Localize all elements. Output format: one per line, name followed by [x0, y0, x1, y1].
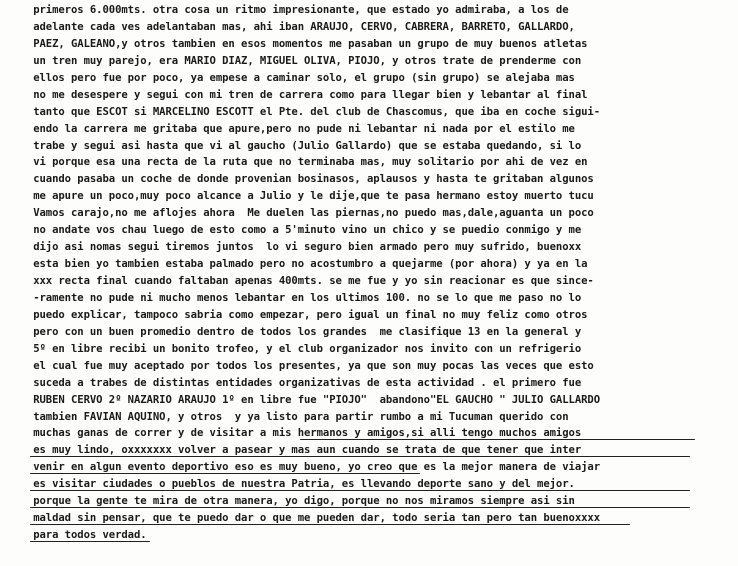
text-line: tambien FAVIAN AQUINO, y otros y ya listo para partir rumbo a mi Tucuman querido con	[8, 410, 569, 423]
text-line: venir en algun evento deportivo eso es muy bueno, yo creo que es la mejor manera de viajar	[8, 461, 601, 474]
text-line: ellos pero fue por poco, ya empese a caminar solo, el grupo (sin grupo) se alejaba mas	[8, 71, 575, 84]
text-line: es muy lindo, oxxxxxxx volver a pasear y mas aun cuando se trata de que tener que inter	[8, 444, 582, 457]
text-line: -ramente no pude ni mucho menos lebantar en los ultimos 100. no se lo que me paso no lo	[8, 291, 582, 304]
text-line: xxx recta final cuando faltaban apenas 400mts. se me fue y yo sin reacionar es que since-	[8, 275, 594, 287]
text-line: Vamos carajo,no me aflojes ahora Me duelen las piernas,no puedo mas,dale,aguanta un poco	[8, 207, 594, 220]
text-line: endo la carrera me gritaba que apure,pero no pude ni lebantar ni nada por el estilo me	[8, 122, 575, 135]
text-line: un tren muy parejo, era MARIO DIAZ, MIGUEL OLIVA, PIOJO, y otros trate de prenderme con	[8, 54, 582, 67]
text-line: dijo asi nomas segui tiremos juntos lo vi seguro bien armado pero muy sufrido, buenoxx	[8, 241, 582, 254]
text-line: suceda a trabes de distintas entidades organizativas de esta actividad . el primero fue	[8, 376, 582, 389]
text-line: porque la gente te mira de otra manera, yo digo, porque no nos miramos siempre asi sin	[8, 495, 575, 508]
text-line: muchas ganas de correr y de visitar a mis hermanos y amigos,si alli tengo muchos amigos	[8, 427, 582, 440]
text-line: no me desespere y segui con mi tren de carrera como para llegar bien y lebantar al final	[8, 88, 588, 101]
typewritten-text	[8, 2, 732, 544]
text-line: para todos verdad.	[8, 529, 147, 542]
text-line: puedo explicar, tampoco sabria como empezar, pero igual un final no muy feliz como otros	[8, 308, 588, 321]
text-line: PAEZ, GALEANO,y otros tambien en esos momentos me pasaban un grupo de muy buenos atletas	[8, 37, 588, 50]
text-line: el cual fue muy aceptado por todos los presentes, ya que son muy pocas las veces que esto	[8, 359, 594, 372]
text-line: maldad sin pensar, que te puedo dar o que me pueden dar, todo seria tan pero tan buenoxxxx	[8, 512, 601, 525]
text-line: pero con un buen promedio dentro de todos los grandes me clasifique 13 en la general y	[8, 325, 582, 338]
text-line: RUBEN CERVO 2º NAZARIO ARAUJO 1º en libre fue "PIOJO" abandono"EL GAUCHO " JULIO GALLARDO	[8, 393, 601, 406]
text-line: adelante cada ves adelantaban mas, ahi iban ARAUJO, CERVO, CABRERA, BARRETO, GALLARDO,	[8, 20, 575, 33]
text-line: esta bien yo tambien estaba palmado pero no acostumbro a quejarme (por ahora) y ya en la	[8, 258, 588, 271]
text-line: no andate vos chau luego de esto como a 5'minuto vino un chico y se puedio conmigo y me	[8, 224, 582, 237]
text-line: tanto que ESCOT si MARCELINO ESCOTT el Pte. del club de Chascomus, que iba en coche sigui-	[8, 105, 601, 118]
text-line: trabe y segui asi hasta que vi al gaucho (Julio Gallardo) que se estaba quedando, si lo	[8, 139, 582, 152]
text-line: primeros 6.000mts. otra cosa un ritmo impresionante, que estado yo admiraba, a los de	[8, 4, 569, 16]
text-line: me apure un poco,muy poco alcance a Julio y le dije,que te pasa hermano estoy muerto tucu	[8, 190, 594, 203]
text-line: es visitar ciudades o pueblos de nuestra Patria, es llevando deporte sano y del mejor.	[8, 478, 575, 491]
text-line: vi porque esa una recta de la ruta que no terminaba mas, muy solitario por ahi de vez en	[8, 156, 588, 169]
text-line: cuando pasaba un coche de donde provenian bosinasos, aplausos y hasta te gritaban algunos	[8, 173, 594, 186]
text-line: 5º en libre recibi un bonito trofeo, y el club organizador nos invito con un refrigerio	[8, 342, 582, 355]
